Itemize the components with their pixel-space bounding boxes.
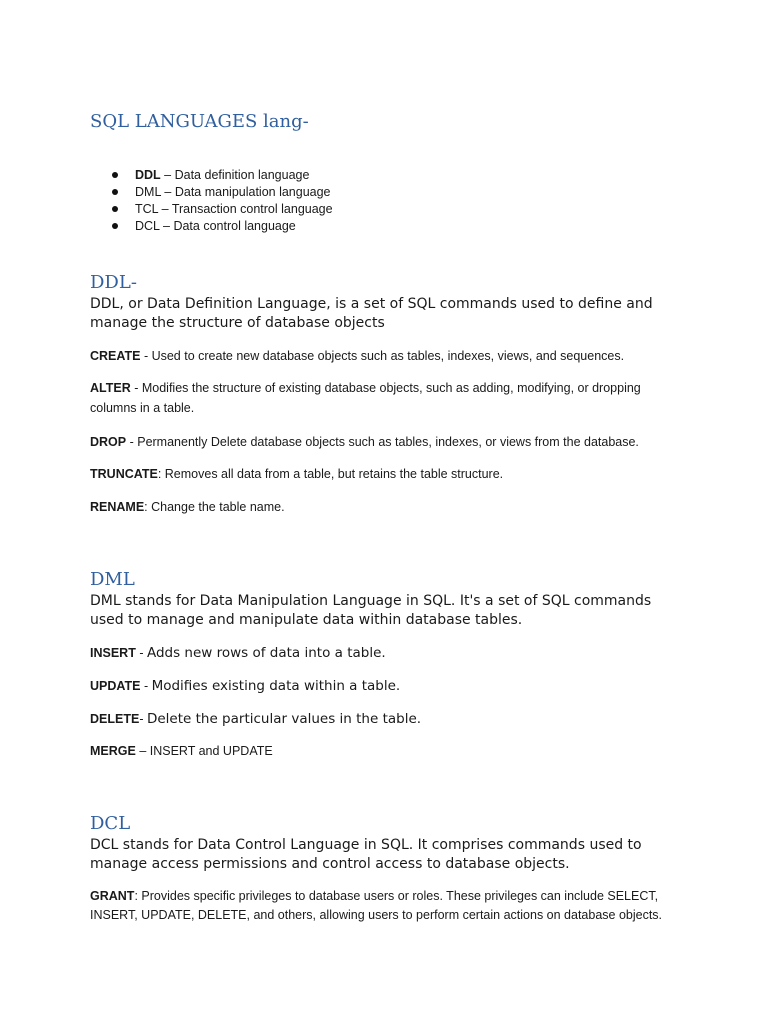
dml-command-update: UPDATE - Modifies existing data within a table. — [90, 678, 401, 694]
ddl-intro: DDL, or Data Definition Language, is a set of SQL commands used to define and manage the structure of database objects — [90, 296, 653, 331]
dml-command-delete: DELETE- Delete the particular values in the table. — [90, 711, 422, 727]
dml-command-merge: MERGE – INSERT and UPDATE — [90, 744, 273, 758]
ddl-command-rename: RENAME: Change the table name. — [90, 500, 285, 514]
ddl-command-truncate: TRUNCATE: Removes all data from a table, but retains the table structure. — [90, 467, 504, 481]
list-item: TCL – Transaction control language — [135, 202, 333, 216]
dml-command-insert: INSERT - Adds new rows of data into a table. — [90, 645, 386, 661]
bullet-icon — [112, 223, 118, 229]
ddl-command-drop: DROP - Permanently Delete database objects such as tables, indexes, or views from the database. — [90, 435, 639, 449]
dml-heading: DML — [90, 569, 135, 590]
ddl-command-alter: ALTER - Modifies the structure of existing database objects, such as adding, modifying, or dropping columns in a table. — [90, 381, 641, 415]
bullet-icon — [112, 189, 118, 195]
dcl-heading: DCL — [90, 813, 131, 834]
bullet-icon — [112, 206, 118, 212]
list-item: DCL – Data control language — [135, 219, 296, 233]
ddl-heading: DDL- — [90, 272, 137, 293]
dcl-command-grant: GRANT: Provides specific privileges to database users or roles. These privileges can include SELECT, INSERT, UPDATE, DELETE, and others, allowing users to perform certain actions on database objects. — [90, 889, 663, 922]
page-title: SQL LANGUAGES lang- — [90, 111, 309, 132]
list-item: DDL – Data definition language — [135, 168, 310, 182]
ddl-command-create: CREATE - Used to create new database objects such as tables, indexes, views, and sequences. — [90, 349, 625, 363]
list-item: DML – Data manipulation language — [135, 185, 331, 199]
bullet-icon — [112, 172, 118, 178]
dml-intro: DML stands for Data Manipulation Language in SQL. It's a set of SQL commands used to manage and manipulate data within database tables. — [90, 593, 652, 628]
dcl-intro: DCL stands for Data Control Language in SQL. It comprises commands used to manage access permissions and control access to database objects. — [90, 837, 642, 872]
